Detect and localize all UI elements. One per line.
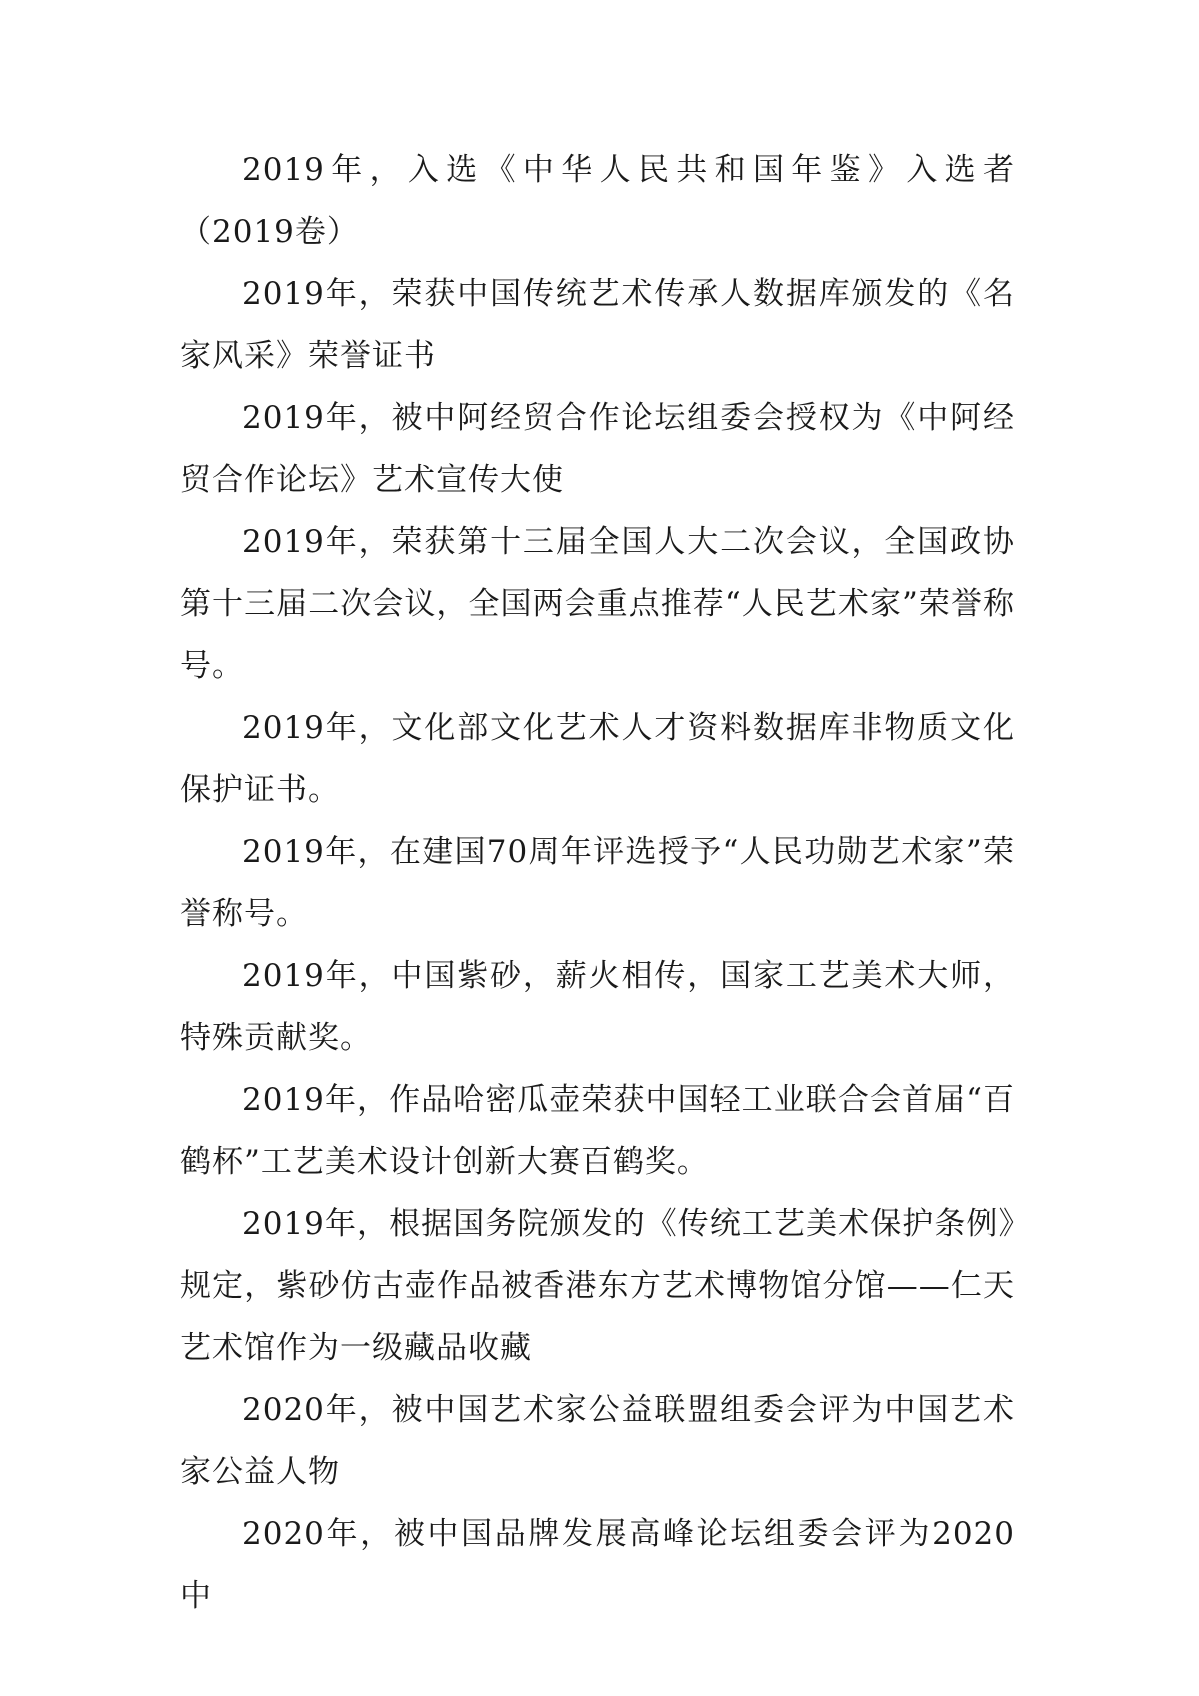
paragraph-1: 2019年，入选《中华人民共和国年鉴》入选者（2019卷） bbox=[180, 152, 1015, 250]
paragraph-10: 2020年，被中国艺术家公益联盟组委会评为中国艺术家公益人物 bbox=[180, 1392, 1015, 1490]
paragraph-2: 2019年，荣获中国传统艺术传承人数据库颁发的《名家风采》荣誉证书 bbox=[180, 276, 1015, 374]
paragraph-5: 2019年，文化部文化艺术人才资料数据库非物质文化保护证书。 bbox=[180, 710, 1015, 808]
paragraph-6: 2019年，在建国70周年评选授予“人民功勋艺术家”荣誉称号。 bbox=[180, 834, 1015, 932]
paragraph-7: 2019年，中国紫砂，薪火相传，国家工艺美术大师，特殊贡献奖。 bbox=[180, 958, 1015, 1056]
paragraph-4: 2019年，荣获第十三届全国人大二次会议，全国政协第十三届二次会议，全国两会重点推荐“人民艺术家”荣誉称号。 bbox=[180, 524, 1015, 684]
paragraph-8: 2019年，作品哈密瓜壶荣获中国轻工业联合会首届“百鹤杯”工艺美术设计创新大赛百鹤奖。 bbox=[180, 1082, 1015, 1180]
paragraph-9: 2019年，根据国务院颁发的《传统工艺美术保护条例》规定，紫砂仿古壶作品被香港东方艺术博物馆分馆——仁天艺术馆作为一级藏品收藏 bbox=[180, 1206, 1015, 1366]
paragraph-11: 2020年，被中国品牌发展高峰论坛组委会评为2020中 bbox=[180, 1516, 1015, 1614]
paragraph-3: 2019年，被中阿经贸合作论坛组委会授权为《中阿经贸合作论坛》艺术宣传大使 bbox=[180, 400, 1015, 498]
document-body bbox=[180, 139, 1015, 1627]
